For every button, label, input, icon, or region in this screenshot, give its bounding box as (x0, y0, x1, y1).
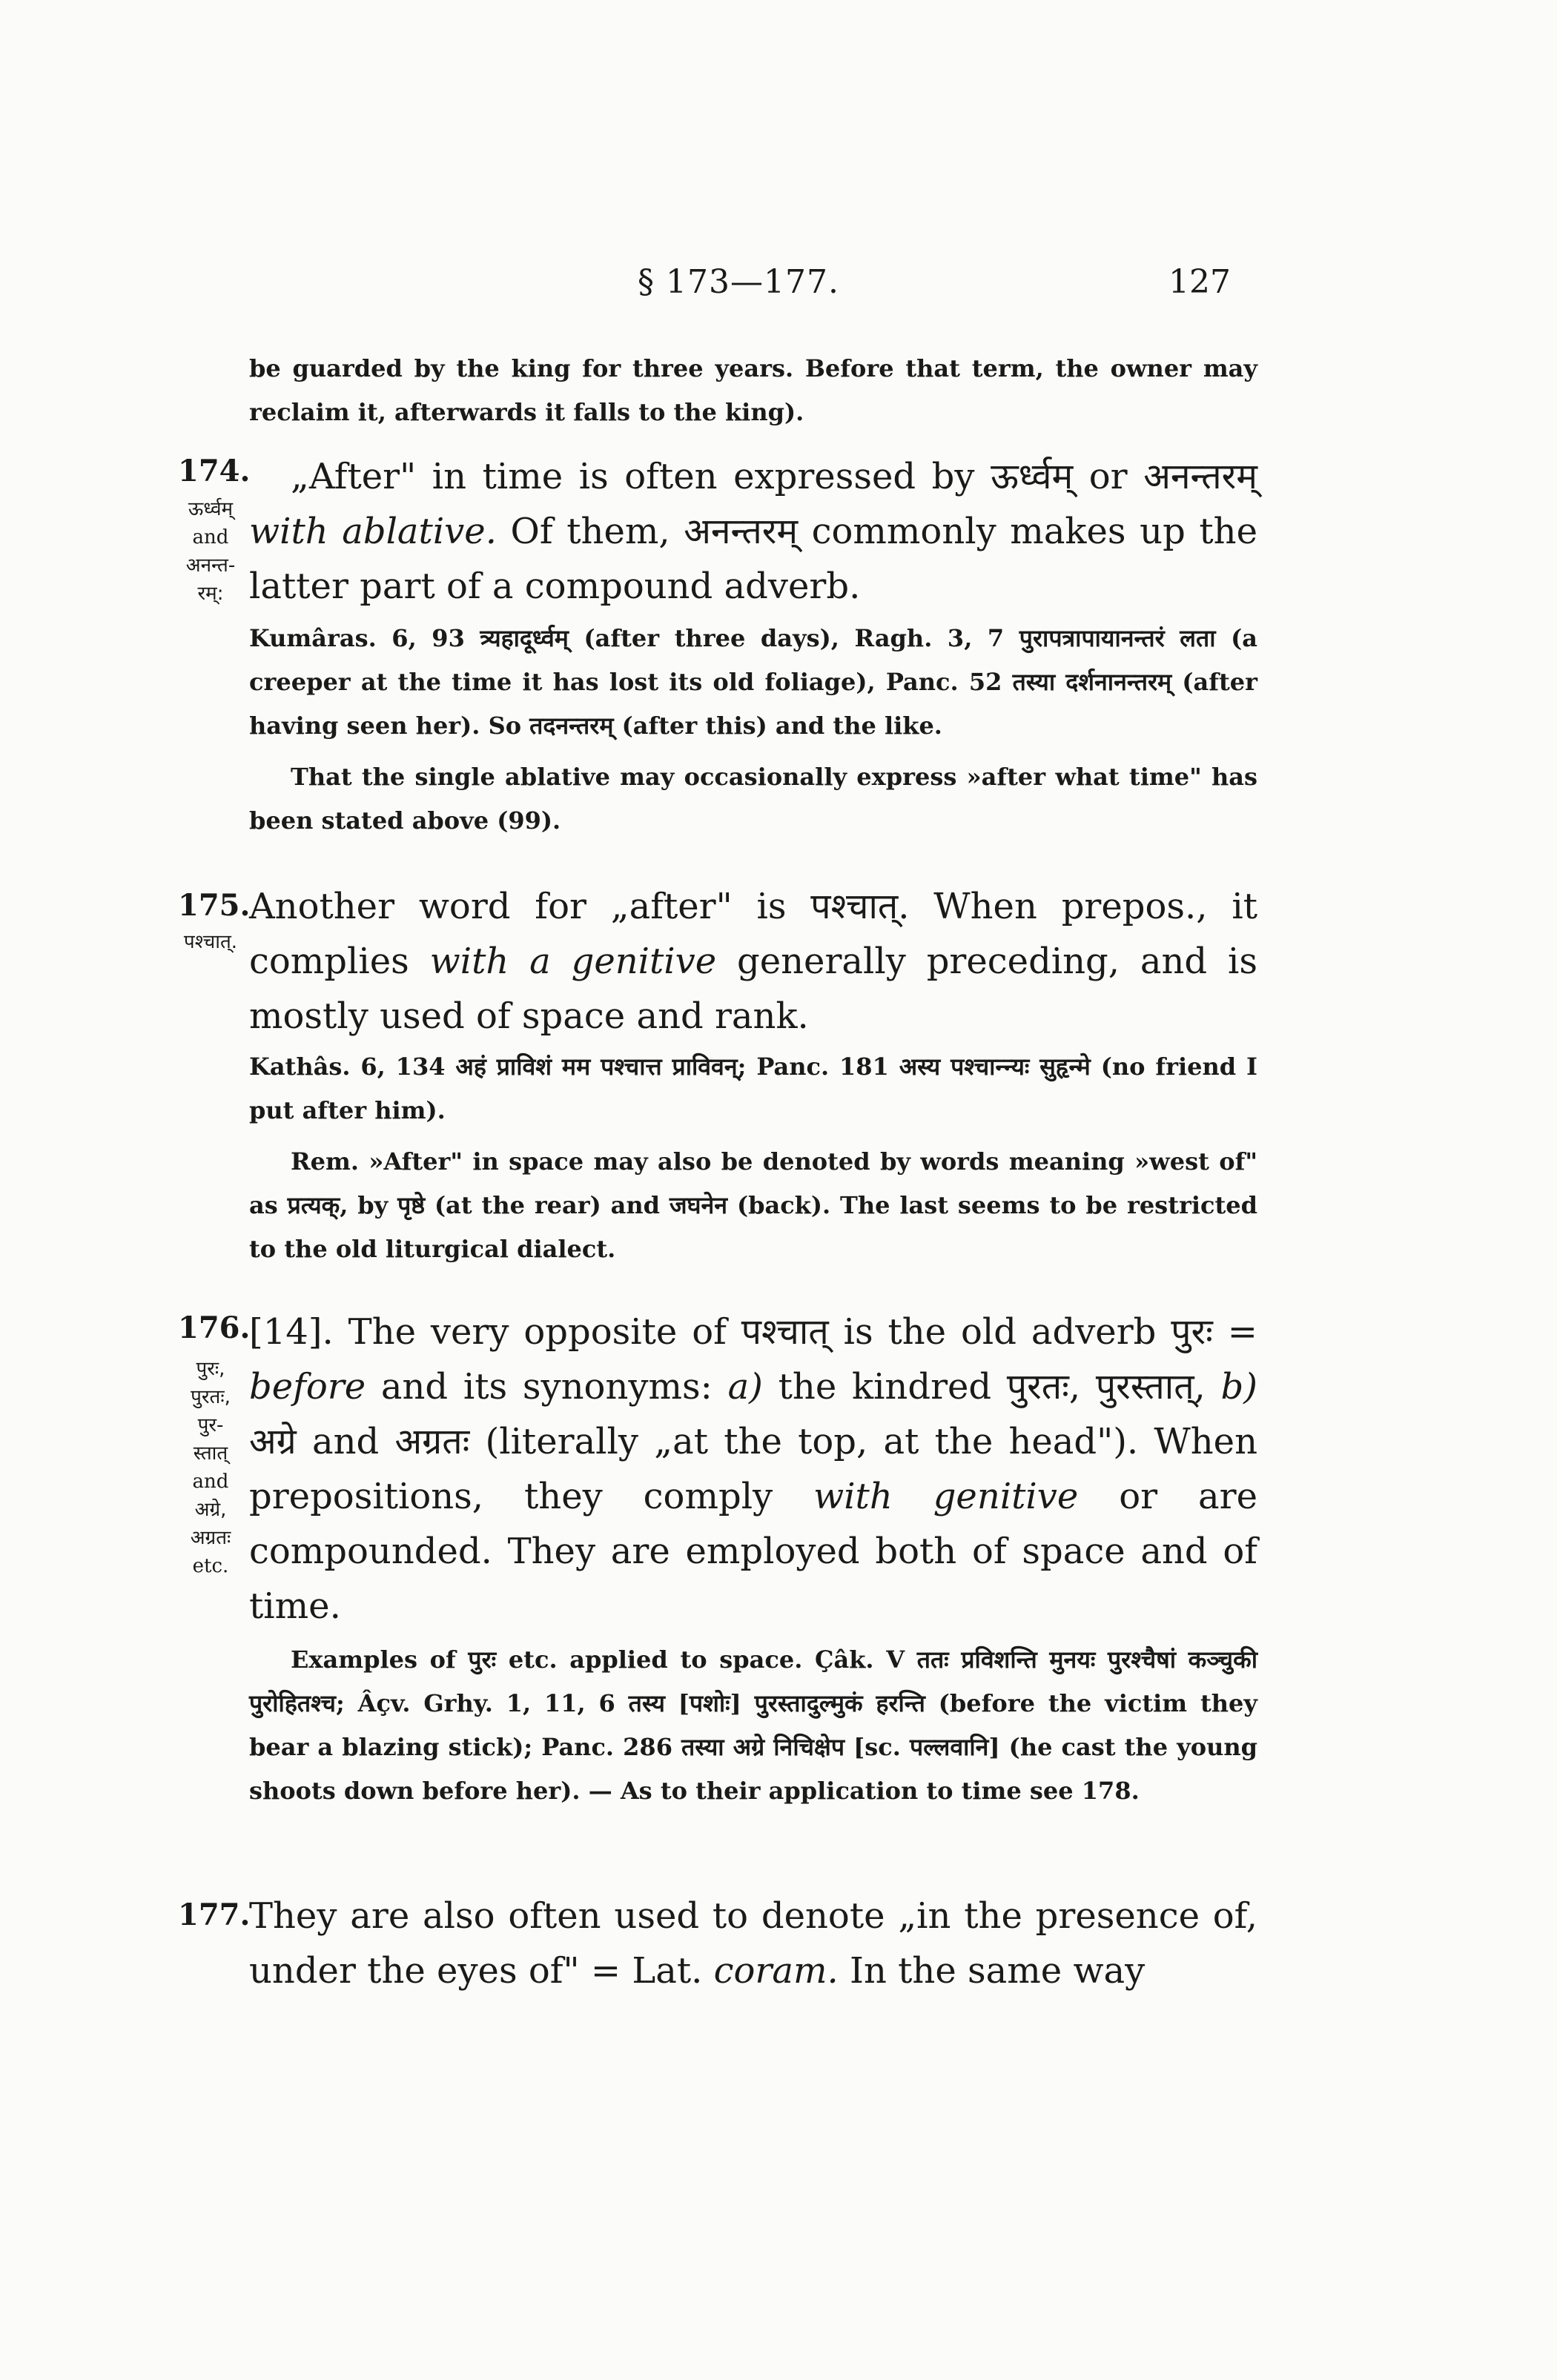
section-174-margin-note (175, 495, 246, 608)
section-174-number: 174. (178, 454, 251, 488)
margin-term: अग्रे, (194, 1499, 227, 1521)
section-176-body (249, 1305, 1257, 1634)
section-176-a-label: a) (727, 1366, 763, 1408)
section-174-main (249, 449, 1257, 614)
section-175-examples-block (249, 1045, 1257, 1271)
section-177-number: 177. (178, 1897, 251, 1932)
margin-term: etc. (192, 1555, 229, 1577)
section-174-note (249, 755, 1257, 843)
section-176-genitive: with genitive (813, 1476, 1079, 1517)
section-176-examples-text: Examples of पुरः etc. applied to space. Çâk. V ततः प्रविशन्ति मुनयः पुरश्चैषां कञ्चुकी पुरोहितश्च; Âçv. Grhy. 1, 11, 6 तस्य [पशोः] पुरस्तादुल्मुकं हरन्ति (before the victim they bear a blazing stick); Panc. 286 तस्या अग्रे निचिक्षेप [sc. पल्लवानि] (he cast the young shoots down before her). — As to their application to time see 178. (249, 1645, 1257, 1805)
margin-term: स्तात् (193, 1442, 228, 1465)
section-175-body (249, 879, 1257, 1044)
section-174-body (249, 449, 1257, 614)
section-174-main-a: „After" in time is often expressed by ऊर्ध्वम् or अनन्तरम् (291, 456, 1257, 497)
section-176-main-a: [14]. The very opposite of पश्चात् is the old adverb पुरः (249, 1311, 1213, 1353)
section-175-main-a: Another word for „after" is पश्चात्. When prepos., it complies (249, 886, 1257, 982)
running-header (0, 263, 1557, 308)
margin-term: and (192, 1471, 229, 1493)
section-175-genitive: with a genitive (429, 941, 717, 982)
section-177-main-a: They are also often used to denote „in the presence of, under the eyes of" = Lat. (249, 1895, 1257, 1992)
section-176-main-e: or are compounded. They are employed both of space and of time. (249, 1476, 1257, 1627)
section-177-main (249, 1889, 1257, 1998)
section-176-examples-block (249, 1638, 1257, 1813)
section-174-note-text: That the single ablative may occasionally express »after what time" has been stated above (99). (249, 763, 1257, 835)
section-177-main-b: In the same way (838, 1950, 1146, 1992)
section-176-main-b: and its synonyms: (366, 1366, 728, 1408)
section-175-main-b: generally preceding, and is mostly used of space and rank. (249, 941, 1257, 1037)
section-range: § 173—177. (638, 263, 839, 301)
margin-term: पुर- (197, 1414, 224, 1436)
page-number: 127 (1168, 263, 1231, 301)
section-175-margin-note (175, 928, 246, 956)
section-174-examples: Kumâras. 6, 93 त्र्यहादूर्ध्वम् (after three days), Ragh. 3, 7 पुरापत्रापायानन्तरं लता (a creeper at the time it has lost its old foliage), Panc. 52 तस्या दर्शनानन्तरम् (after having seen her). So तदनन्तरम् (after this) and the like. (249, 624, 1257, 740)
section-175-remark-text: Rem. »After" in space may also be denoted by words meaning »west of" as प्रत्यक्, by पृष्ठे (at the rear) and जघनेन (back). The last seems to be restricted to the old liturgical dialect. (249, 1147, 1257, 1263)
intro-text: be guarded by the king for three years. Before that term, the owner may reclaim it, afterwards it falls to the king). (249, 354, 1257, 426)
margin-term: अनन्त- (185, 554, 236, 577)
section-176-number: 176. (178, 1310, 251, 1345)
section-175-remark (249, 1140, 1257, 1271)
margin-term: पुरतः, (191, 1386, 231, 1408)
margin-term: रम्: (197, 583, 224, 605)
margin-term: अग्रतः (190, 1527, 231, 1549)
section-175-main (249, 879, 1257, 1044)
margin-term: पश्चात्. (183, 931, 238, 953)
section-176-main-d: अग्रे and अग्रतः (literally „at the top, at the head"). When prepositions, they comply (249, 1421, 1257, 1517)
section-176-main-c: the kindred पुरतः, पुरस्तात्, (762, 1366, 1221, 1408)
section-176-equals: = (1212, 1311, 1257, 1353)
section-176-before: before (249, 1366, 366, 1408)
section-176-b-label: b) (1220, 1366, 1257, 1408)
section-176-examples (249, 1638, 1257, 1813)
section-174-examples-block (249, 617, 1257, 843)
section-174-ablative: with ablative. (249, 511, 497, 552)
section-176-margin-note (175, 1355, 246, 1580)
margin-term: and (192, 526, 229, 548)
section-177-body (249, 1889, 1257, 1998)
intro-continuation (249, 347, 1257, 434)
margin-term: पुरः, (196, 1358, 225, 1380)
section-175-number: 175. (178, 888, 251, 923)
section-177-coram: coram. (713, 1950, 839, 1992)
margin-term: ऊर्ध्वम् (188, 498, 234, 520)
section-174-main-b: Of them, अनन्तरम् commonly makes up the latter part of a compound adverb. (249, 511, 1257, 607)
section-176-main (249, 1305, 1257, 1634)
section-175-examples: Kathâs. 6, 134 अहं प्राविशं मम पश्चात्त प्राविवन्; Panc. 181 अस्य पश्चान्न्यः सुहृन्मे (no friend I put after him). (249, 1053, 1257, 1124)
